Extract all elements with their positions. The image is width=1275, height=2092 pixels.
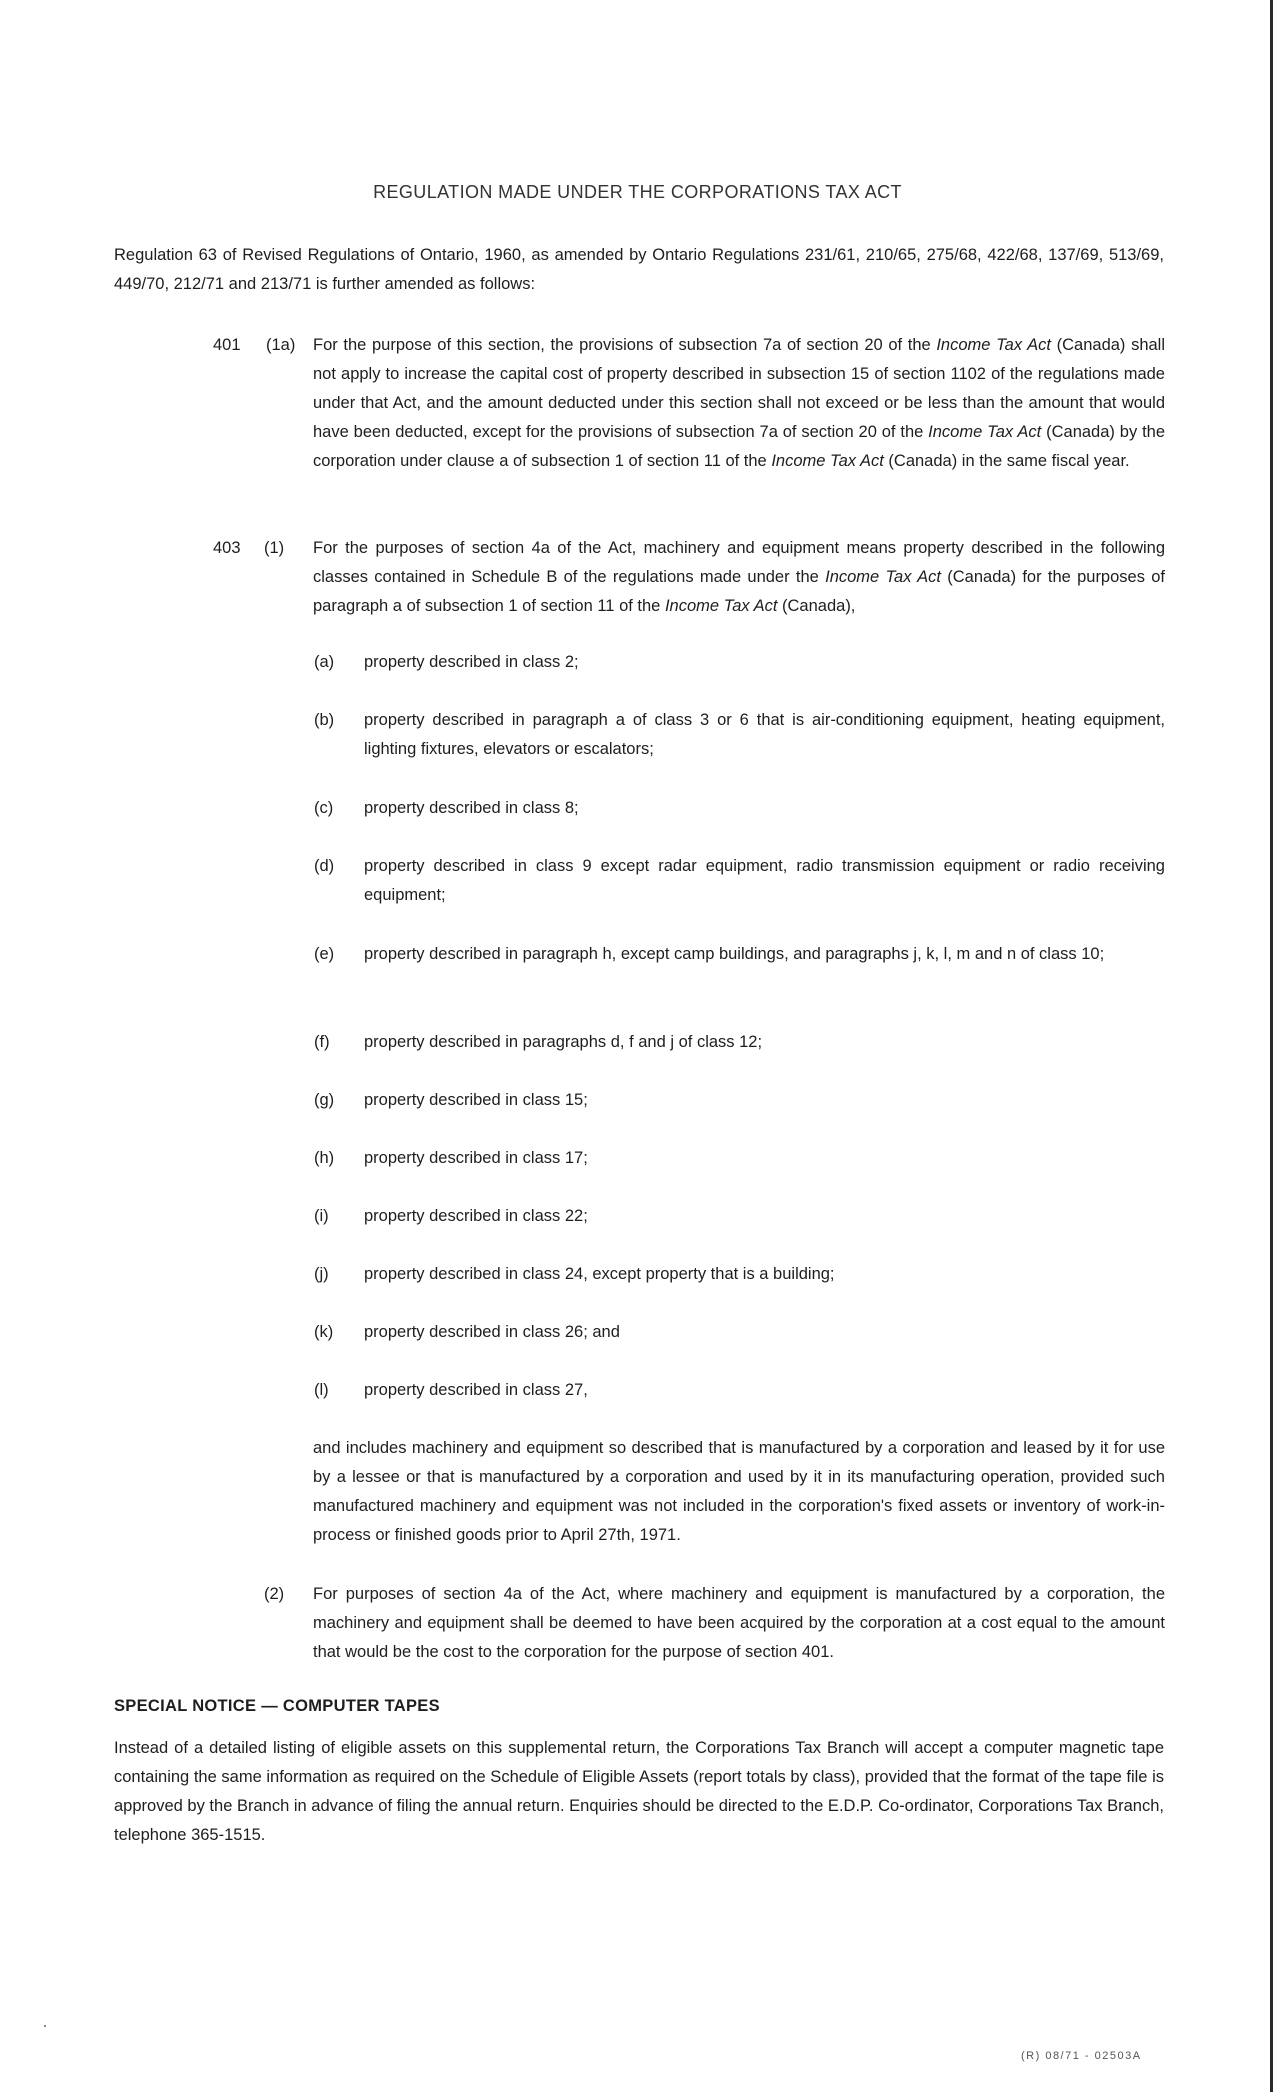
item-letter: (d) <box>314 857 335 875</box>
section-403-subsection-2-number: (2) <box>264 1585 285 1603</box>
special-notice-body: Instead of a detailed listing of eligible assets on this supplemental return, the Corporations Tax Branch will accept a computer magnetic tape containing the same information as required on the Schedule of Eligible Assets (report totals by class), provided that the format of the tape file is approved by the Branch in advance of filing the annual return. Enquiries should be directed to the E.D.P. Co-ordinator, Corporations Tax Branch, telephone 365-1515. <box>114 1739 1164 1844</box>
section-403-subsection-2-text: For purposes of section 4a of the Act, where machinery and equipment is manufactured by a corporation, the machinery and equipment shall be deemed to have been acquired by the corporation at a cost equal to the amount that would be the cost to the corporation for the purpose of section 401. <box>313 1585 1165 1661</box>
special-notice-heading: SPECIAL NOTICE — COMPUTER TAPES <box>114 1697 440 1715</box>
item-letter: (l) <box>314 1381 329 1399</box>
item-letter: (c) <box>314 799 334 817</box>
section-403-number: 403 <box>213 539 241 557</box>
item-letter: (k) <box>314 1323 334 1341</box>
scan-edge-line <box>1270 0 1273 2092</box>
item-text: property described in class 15; <box>364 1091 588 1109</box>
scan-speck <box>44 2025 46 2027</box>
form-code: (R) 08/71 - 02503A <box>1021 2050 1142 2062</box>
item-text: property described in class 2; <box>364 653 579 671</box>
item-text: property described in class 22; <box>364 1207 588 1225</box>
item-text: property described in class 26; and <box>364 1323 620 1341</box>
section-401-subsection: (1a) <box>266 336 296 354</box>
item-letter: (f) <box>314 1033 330 1051</box>
item-letter: (i) <box>314 1207 329 1225</box>
section-403-subsection: (1) <box>264 539 285 557</box>
item-text: property described in class 17; <box>364 1149 588 1167</box>
section-401-number: 401 <box>213 336 241 354</box>
item-letter: (h) <box>314 1149 335 1167</box>
intro-paragraph: Regulation 63 of Revised Regulations of Ontario, 1960, as amended by Ontario Regulations 231/61, 210/65, 275/68, 422/68, 137/69, 513/69, 449/70, 212/71 and 213/71 is further amended as follows: <box>114 246 1164 293</box>
item-letter: (e) <box>314 945 335 963</box>
item-text: property described in class 27, <box>364 1381 588 1399</box>
section-403-closing-paragraph: and includes machinery and equipment so described that is manufactured by a corporation and leased by it for use by a lessee or that is manufactured by a corporation and used by it in its manufacturing operation, provided such manufactured machinery and equipment was not included in the corporation's fixed assets or inventory of work-in-process or finished goods prior to April 27th, 1971. <box>313 1439 1165 1544</box>
item-letter: (j) <box>314 1265 329 1283</box>
item-text: property described in paragraphs d, f and j of class 12; <box>364 1033 763 1051</box>
section-403-text: For the purposes of section 4a of the Act, machinery and equipment means property described in the following classes contained in Schedule B of the regulations made under the Income Tax Act (Canada) for the purposes of paragraph a of subsection 1 of section 11 of the Income Tax Act (Canada), <box>313 539 1165 615</box>
item-text: property described in paragraph a of class 3 or 6 that is air-conditioning equipment, heating equipment, lighting fixtures, elevators or escalators; <box>364 711 1165 758</box>
item-text: property described in class 8; <box>364 799 579 817</box>
item-letter: (g) <box>314 1091 335 1109</box>
item-text: property described in class 24, except property that is a building; <box>364 1265 835 1283</box>
item-text: property described in class 9 except radar equipment, radio transmission equipment or radio receiving equipment; <box>364 857 1165 904</box>
item-text: property described in paragraph h, except camp buildings, and paragraphs j, k, l, m and n of class 10; <box>364 945 1105 963</box>
section-401-text: For the purpose of this section, the provisions of subsection 7a of section 20 of the Income Tax Act (Canada) shall not apply to increase the capital cost of property described in subsection 15 of section 1102 of the regulations made under that Act, and the amount deducted under this section shall not exceed or be less than the amount that would have been deducted, except for the provisions of subsection 7a of section 20 of the Income Tax Act (Canada) by the corporation under clause a of subsection 1 of section 11 of the Income Tax Act (Canada) in the same fiscal year. <box>313 336 1166 470</box>
document-title: REGULATION MADE UNDER THE CORPORATIONS TAX ACT <box>373 182 902 202</box>
item-letter: (b) <box>314 711 335 729</box>
item-letter: (a) <box>314 653 335 671</box>
